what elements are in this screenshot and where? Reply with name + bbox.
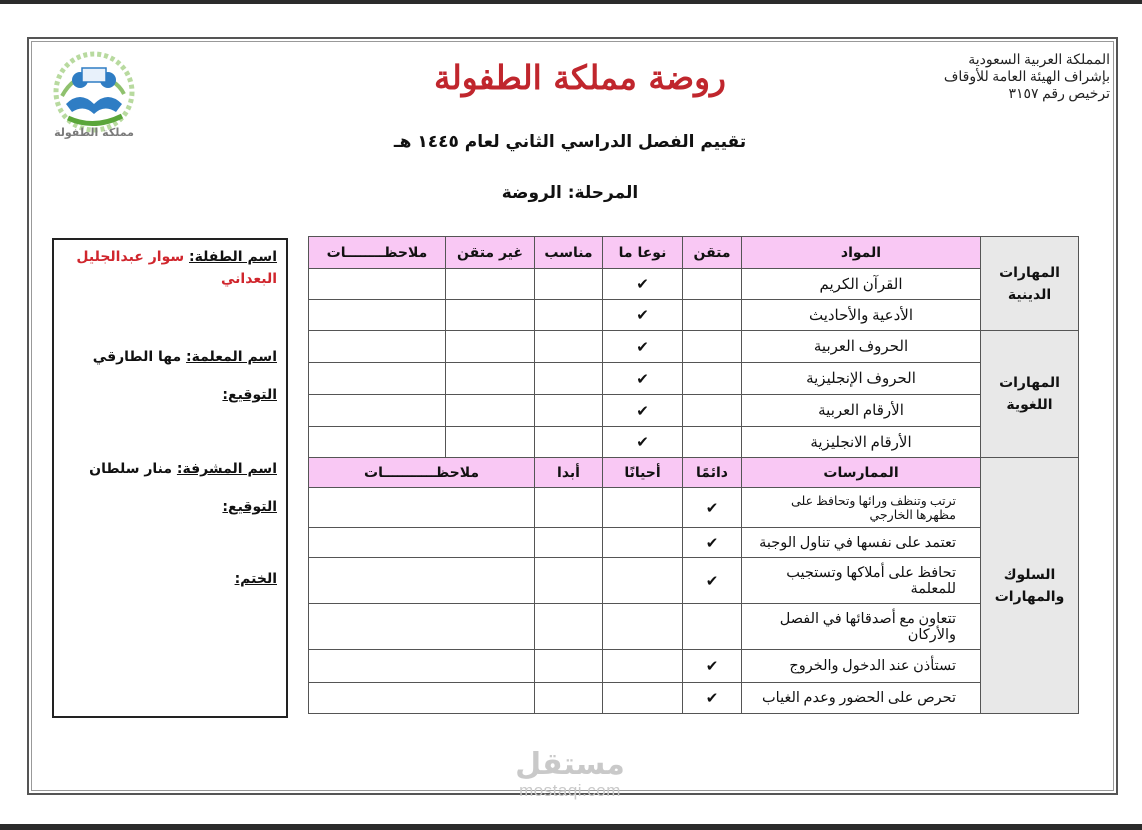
svg-text:مملكة الطفولة: مملكة الطفولة <box>54 126 134 139</box>
stamp-line <box>60 568 277 590</box>
watermark-arabic: مستقل <box>515 747 625 782</box>
never-cell <box>535 488 603 528</box>
never-cell <box>535 558 603 604</box>
mastered-cell <box>683 427 742 458</box>
evaluation-title: تقييم الفصل الدراسي الثاني لعام ١٤٤٥ هـ <box>393 132 747 152</box>
practice-row <box>309 650 1079 683</box>
suitable-cell <box>535 331 603 363</box>
subject-name: الحروف الإنجليزية <box>742 363 981 395</box>
top-dark-bar <box>0 0 1142 4</box>
not-mastered-cell <box>446 300 535 331</box>
practice-text: تحافظ على أملاكها وتستجيب للمعلمة <box>742 558 981 604</box>
subject-row <box>309 427 1079 458</box>
header-practices: الممارسات <box>742 458 981 488</box>
category-behavior: السلوك والمهارات <box>981 458 1079 714</box>
category-religious: المهارات الدينية <box>981 237 1079 331</box>
supervisor-name-label: اسم المشرفة: <box>176 461 277 477</box>
kindergarten-name-title: روضة مملكة الطفولة <box>434 58 726 97</box>
never-cell <box>535 650 603 683</box>
practice-notes-cell <box>309 528 535 558</box>
child-name-value: سوار عبدالجليل البعداني <box>76 249 277 287</box>
header-notes: ملاحظــــــــات <box>309 237 446 269</box>
mastered-cell <box>683 363 742 395</box>
check-icon: ✔ <box>603 363 683 395</box>
stamp-label: الختم: <box>234 571 277 587</box>
header-subjects: المواد <box>742 237 981 269</box>
not-mastered-cell <box>446 331 535 363</box>
evaluation-table <box>308 236 1079 714</box>
suitable-cell <box>535 269 603 300</box>
kingdom-line: المملكة العربية السعودية <box>968 53 1110 68</box>
bottom-dark-bar <box>0 824 1142 830</box>
not-mastered-cell <box>446 269 535 300</box>
check-icon: ✔ <box>683 683 742 714</box>
header-somewhat: نوعا ما <box>603 237 683 269</box>
suitable-cell <box>535 363 603 395</box>
teacher-name-label: اسم المعلمة: <box>186 349 277 365</box>
notes-cell <box>309 300 446 331</box>
suitable-cell <box>535 300 603 331</box>
subject-row <box>309 269 1079 300</box>
not-mastered-cell <box>446 395 535 427</box>
notes-cell <box>309 331 446 363</box>
subject-name: القرآن الكريم <box>742 269 981 300</box>
stage-title: المرحلة: الروضة <box>501 183 639 203</box>
subject-name: الأدعية والأحاديث <box>742 300 981 331</box>
check-icon: ✔ <box>683 528 742 558</box>
teacher-signature-label: التوقيع: <box>222 387 277 403</box>
header-always: دائمًا <box>683 458 742 488</box>
practice-text: تستأذن عند الدخول والخروج <box>742 650 981 683</box>
sometimes-cell <box>603 650 683 683</box>
practice-notes-cell <box>309 683 535 714</box>
practice-row <box>309 488 1079 528</box>
watermark-latin: mostaqi.com <box>519 781 621 800</box>
check-icon: ✔ <box>683 558 742 604</box>
supervisor-name-line <box>60 458 277 480</box>
subjects-header-row <box>309 237 1079 269</box>
practice-row <box>309 558 1079 604</box>
header-not-mastered: غير متقن <box>446 237 535 269</box>
supervisor-name-value: منار سلطان <box>89 461 177 477</box>
supervisor-signature-label: التوقيع: <box>222 499 277 515</box>
supervisor-signature-line <box>60 496 277 518</box>
check-icon: ✔ <box>603 269 683 300</box>
subject-name: الحروف العربية <box>742 331 981 363</box>
site-watermark <box>495 748 645 800</box>
header-institution-info <box>890 52 1110 103</box>
sometimes-cell <box>603 528 683 558</box>
teacher-name-value: مها الطارقي <box>92 349 187 365</box>
mastered-cell <box>683 269 742 300</box>
check-icon: ✔ <box>603 300 683 331</box>
subject-name: الأرقام العربية <box>742 395 981 427</box>
sometimes-cell <box>603 558 683 604</box>
mastered-cell <box>683 300 742 331</box>
category-language: المهارات اللغوية <box>981 331 1079 458</box>
check-icon: ✔ <box>683 650 742 683</box>
practice-row <box>309 528 1079 558</box>
practice-notes-cell <box>309 488 535 528</box>
check-icon: ✔ <box>603 331 683 363</box>
practice-row <box>309 604 1079 650</box>
not-mastered-cell <box>446 363 535 395</box>
never-cell <box>535 604 603 650</box>
header-never: أبدا <box>535 458 603 488</box>
kindergarten-logo <box>44 46 144 144</box>
practice-row <box>309 683 1079 714</box>
teacher-name-line <box>60 346 277 368</box>
never-cell <box>535 528 603 558</box>
header-mastered: متقن <box>683 237 742 269</box>
notes-cell <box>309 395 446 427</box>
student-info-box <box>52 238 288 718</box>
practice-notes-cell <box>309 558 535 604</box>
mastered-cell <box>683 331 742 363</box>
subject-row <box>309 331 1079 363</box>
teacher-signature-line <box>60 384 277 406</box>
subject-name: الأرقام الانجليزية <box>742 427 981 458</box>
suitable-cell <box>535 427 603 458</box>
practice-text: تحرص على الحضور وعدم الغياب <box>742 683 981 714</box>
child-name-label: اسم الطفلة: <box>189 249 277 265</box>
header-practice-notes: ملاحظـــــــــــات <box>309 458 535 488</box>
notes-cell <box>309 427 446 458</box>
practices-header-row <box>309 458 1079 488</box>
check-icon: ✔ <box>683 488 742 528</box>
practice-notes-cell <box>309 604 535 650</box>
notes-cell <box>309 269 446 300</box>
practice-text: تعتمد على نفسها في تناول الوجبة <box>742 528 981 558</box>
subject-row <box>309 363 1079 395</box>
practice-notes-cell <box>309 650 535 683</box>
check-icon: ✔ <box>603 395 683 427</box>
not-mastered-cell <box>446 427 535 458</box>
check-icon: ✔ <box>603 427 683 458</box>
supervision-line: بإشراف الهيئة العامة للأوقاف <box>943 70 1110 85</box>
practice-text: ترتب وتنظف ورائها وتحافظ على مظهرها الخارجي <box>742 488 981 528</box>
header-suitable: مناسب <box>535 237 603 269</box>
suitable-cell <box>535 395 603 427</box>
child-name-line <box>60 246 277 290</box>
license-line: ترخيص رقم ٣١٥٧ <box>1008 87 1110 102</box>
mastered-cell <box>683 395 742 427</box>
subject-row <box>309 395 1079 427</box>
sometimes-cell <box>603 604 683 650</box>
always-cell <box>683 604 742 650</box>
sometimes-cell <box>603 488 683 528</box>
practice-text: تتعاون مع أصدقائها في الفصل والأركان <box>742 604 981 650</box>
header-sometimes: أحيانًا <box>603 458 683 488</box>
never-cell <box>535 683 603 714</box>
subject-row <box>309 300 1079 331</box>
notes-cell <box>309 363 446 395</box>
sometimes-cell <box>603 683 683 714</box>
